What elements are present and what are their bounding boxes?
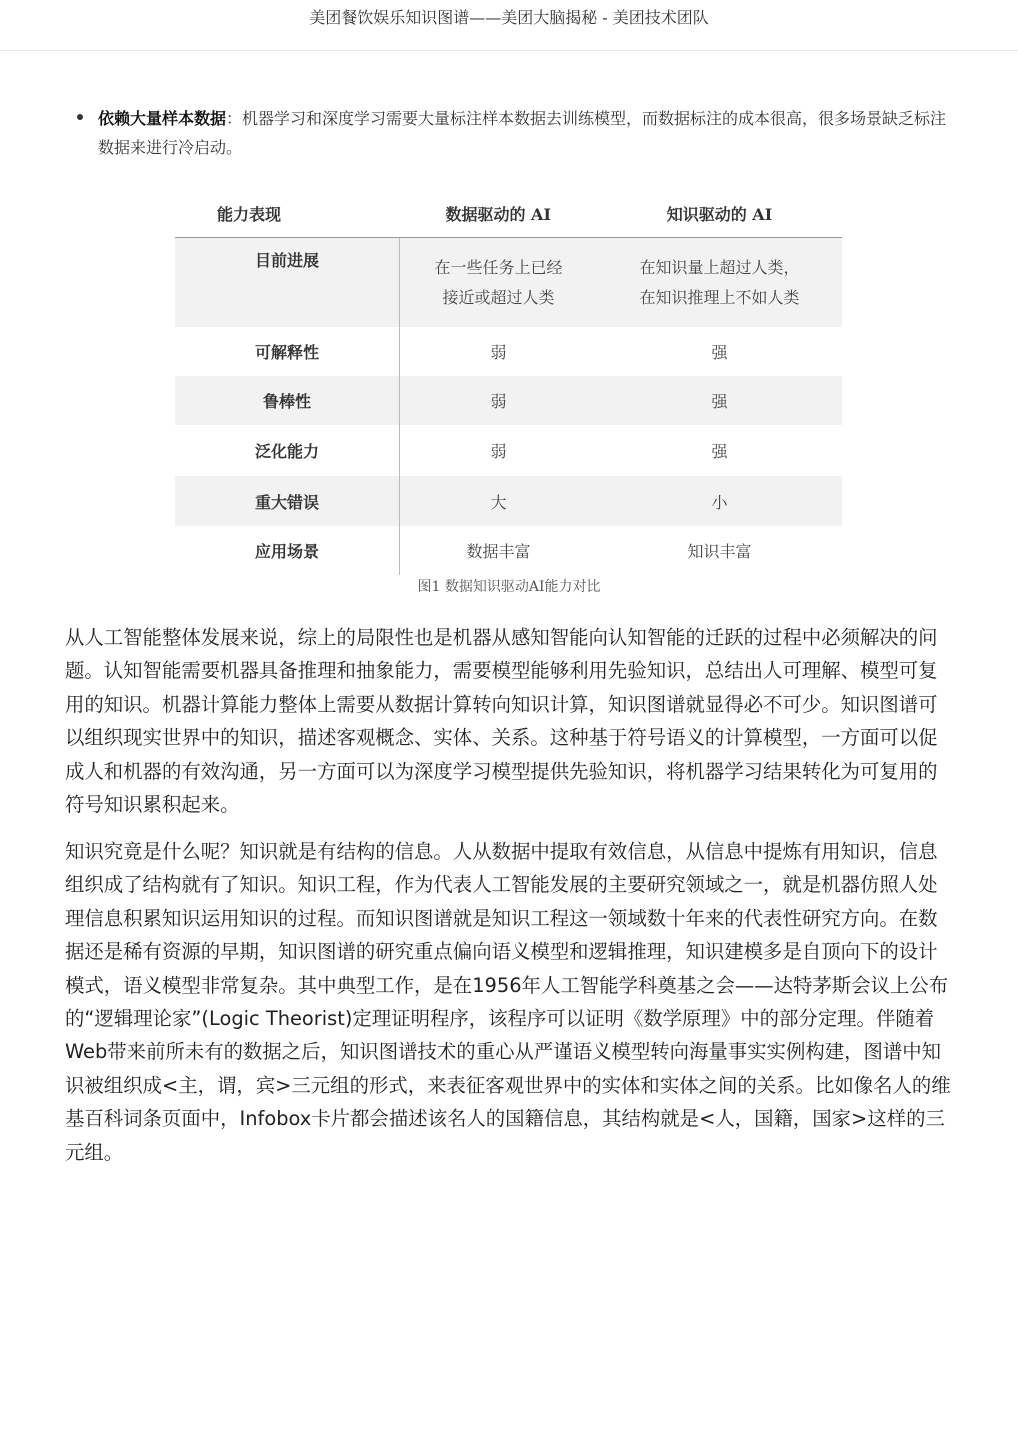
paragraph: 知识究竟是什么呢？知识就是有结构的信息。人从数据中提取有效信息，从信息中提炼有用知识，信息组织成了结构就有了知识。知识工程，作为代表人工智能发展的主要研究领域之一，就是机器仿照人处理信息积累知识运用知识的过程。而知识图谱就是知识工程这一领域数十年来的代表性研究方向。在数据还是稀有资源的早期，知识图谱的研究重点偏向语义模型和逻辑推理，知识建模多是自顶向下的设计模式，语义模型非常复杂。其中典型工作，是在1956年人工智能学科奠基之会——达特茅斯会议上公布的“逻辑理论家”(Logic Theorist)定理证明程序，该程序可以证明《数学原理》中的部分定理。伴随着Web带来前所未有的数据之后，知识图谱技术的重心从严谨语义模型转向海量事实实例构建，图谱中知识被组织成<主，谓，宾>三元组的形式，来表征客观世界中的实体和实体之间的关系。比如像名人的维基百科词条页面中，Infobox卡片都会描述该名人的国籍信息，其结构就是<人，国籍，国家>这样的三元组。 bbox=[65, 840, 951, 1164]
table-cell: 数据丰富 bbox=[466, 542, 531, 561]
table-cell: 强 bbox=[711, 442, 728, 461]
row-label: 可解释性 bbox=[175, 327, 400, 376]
table-row bbox=[175, 476, 842, 526]
table-cell: 弱 bbox=[490, 442, 507, 461]
bullet-term: 依赖大量样本数据 bbox=[98, 109, 227, 128]
row-label: 泛化能力 bbox=[175, 425, 400, 476]
row-label: 应用场景 bbox=[175, 526, 400, 575]
column-header: 知识驱动的 AI bbox=[597, 190, 842, 238]
table-cell: 强 bbox=[597, 376, 842, 425]
table-cell: 在一些任务上已经 接近或超过人类 bbox=[400, 238, 597, 328]
figure-caption: 图1 数据知识驱动AI能力对比 bbox=[417, 579, 601, 595]
table-row bbox=[175, 526, 842, 575]
row-label: 鲁棒性 bbox=[175, 376, 400, 425]
bullet-item bbox=[98, 104, 954, 162]
column-header: 能力表现 bbox=[175, 190, 400, 238]
page-title: 美团餐饮娱乐知识图谱——美团大脑揭秘 - 美团技术团队 bbox=[309, 8, 709, 27]
table-cell: 弱 bbox=[490, 343, 507, 362]
table-cell: 在知识量上超过人类， 在知识推理上不如人类 bbox=[597, 238, 842, 328]
column-header: 数据驱动的 AI bbox=[400, 190, 597, 238]
table-row bbox=[175, 425, 842, 476]
table-cell: 强 bbox=[711, 343, 728, 362]
table-row bbox=[175, 327, 842, 376]
table-cell: 弱 bbox=[400, 376, 597, 425]
table-row bbox=[175, 238, 842, 328]
table-cell: 小 bbox=[597, 476, 842, 526]
table-header-row bbox=[175, 190, 842, 238]
bullet-text: ：机器学习和深度学习需要大量标注样本数据去训练模型，而数据标注的成本很高，很多场景缺乏标注数据来进行冷启动。 bbox=[98, 109, 947, 157]
table-row bbox=[175, 376, 842, 425]
page-header bbox=[0, 0, 1018, 51]
table-cell: 知识丰富 bbox=[687, 542, 752, 561]
row-label: 目前进展 bbox=[175, 238, 400, 328]
comparison-table bbox=[175, 190, 842, 575]
row-label: 重大错误 bbox=[175, 476, 400, 526]
paragraph: 从人工智能整体发展来说，综上的局限性也是机器从感知智能向认知智能的迁跃的过程中必须解决的问题。认知智能需要机器具备推理和抽象能力，需要模型能够利用先验知识，总结出人可理解、模型可复用的知识。机器计算能力整体上需要从数据计算转向知识计算，知识图谱就显得必不可少。知识图谱可以组织现实世界中的知识，描述客观概念、实体、关系。这种基于符号语义的计算模型，一方面可以促成人和机器的有效沟通，另一方面可以为深度学习模型提供先验知识，将机器学习结果转化为可复用的符号知识累积起来。 bbox=[65, 626, 938, 817]
bullet-icon bbox=[77, 114, 83, 120]
table-cell: 大 bbox=[400, 476, 597, 526]
